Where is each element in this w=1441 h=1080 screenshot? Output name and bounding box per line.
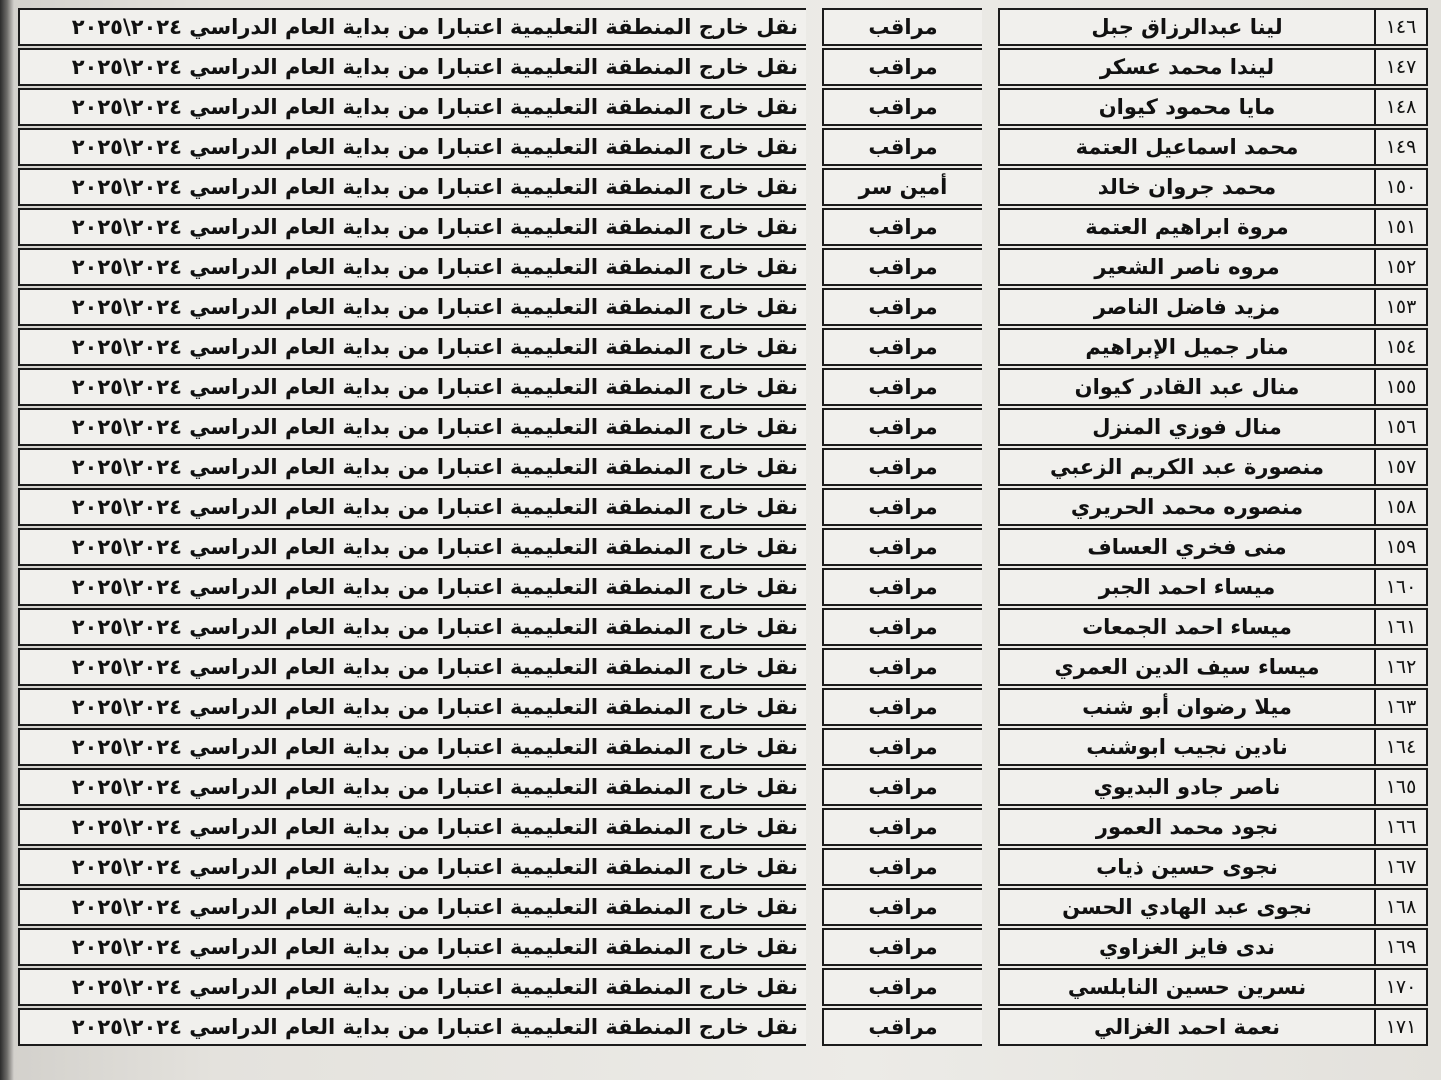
table-row <box>18 88 1428 126</box>
table-row <box>18 608 1428 646</box>
staff-table-body <box>18 8 1428 1046</box>
employee-name: منصورة عبد الكريم الزعبي <box>998 448 1374 486</box>
row-number: ١٥٤ <box>1374 328 1428 366</box>
table-row <box>18 8 1428 46</box>
employee-role: مراقب <box>822 968 982 1006</box>
transfer-note: نقل خارج المنطقة التعليمية اعتبارا من بداية العام الدراسي ٢٠٢٤\٢٠٢٥ <box>18 928 806 966</box>
table-row <box>18 408 1428 446</box>
table-row <box>18 328 1428 366</box>
employee-role: مراقب <box>822 848 982 886</box>
table-row <box>18 848 1428 886</box>
employee-name: منال عبد القادر كيوان <box>998 368 1374 406</box>
transfer-note: نقل خارج المنطقة التعليمية اعتبارا من بداية العام الدراسي ٢٠٢٤\٢٠٢٥ <box>18 848 806 886</box>
column-gap <box>982 368 998 406</box>
table-row <box>18 928 1428 966</box>
row-number: ١٦٩ <box>1374 928 1428 966</box>
employee-role: أمين سر <box>822 168 982 206</box>
employee-role: مراقب <box>822 368 982 406</box>
employee-role: مراقب <box>822 128 982 166</box>
row-number: ١٧١ <box>1374 1008 1428 1046</box>
employee-name: نجود محمد العمور <box>998 808 1374 846</box>
table-row <box>18 128 1428 166</box>
column-gap <box>806 368 822 406</box>
column-gap <box>982 288 998 326</box>
employee-role: مراقب <box>822 248 982 286</box>
column-gap <box>982 8 998 46</box>
employee-name: منال فوزي المنزل <box>998 408 1374 446</box>
employee-role: مراقب <box>822 208 982 246</box>
transfer-note: نقل خارج المنطقة التعليمية اعتبارا من بداية العام الدراسي ٢٠٢٤\٢٠٢٥ <box>18 328 806 366</box>
employee-name: نسرين حسين النابلسي <box>998 968 1374 1006</box>
employee-name: نعمة احمد الغزالي <box>998 1008 1374 1046</box>
transfer-note: نقل خارج المنطقة التعليمية اعتبارا من بداية العام الدراسي ٢٠٢٤\٢٠٢٥ <box>18 128 806 166</box>
row-number: ١٥٥ <box>1374 368 1428 406</box>
row-number: ١٦٦ <box>1374 808 1428 846</box>
transfer-note: نقل خارج المنطقة التعليمية اعتبارا من بداية العام الدراسي ٢٠٢٤\٢٠٢٥ <box>18 288 806 326</box>
employee-role: مراقب <box>822 888 982 926</box>
transfer-note: نقل خارج المنطقة التعليمية اعتبارا من بداية العام الدراسي ٢٠٢٤\٢٠٢٥ <box>18 768 806 806</box>
column-gap <box>982 808 998 846</box>
employee-role: مراقب <box>822 688 982 726</box>
column-gap <box>982 848 998 886</box>
transfer-note: نقل خارج المنطقة التعليمية اعتبارا من بداية العام الدراسي ٢٠٢٤\٢٠٢٥ <box>18 728 806 766</box>
column-gap <box>982 168 998 206</box>
page-edge-shadow <box>0 0 14 1080</box>
employee-role: مراقب <box>822 648 982 686</box>
transfer-note: نقل خارج المنطقة التعليمية اعتبارا من بداية العام الدراسي ٢٠٢٤\٢٠٢٥ <box>18 488 806 526</box>
column-gap <box>982 688 998 726</box>
column-gap <box>806 848 822 886</box>
employee-name: نجوى حسين ذياب <box>998 848 1374 886</box>
transfer-note: نقل خارج المنطقة التعليمية اعتبارا من بداية العام الدراسي ٢٠٢٤\٢٠٢٥ <box>18 448 806 486</box>
transfer-note: نقل خارج المنطقة التعليمية اعتبارا من بداية العام الدراسي ٢٠٢٤\٢٠٢٥ <box>18 808 806 846</box>
staff-table <box>18 6 1428 1048</box>
employee-name: لينا عبدالرزاق جبل <box>998 8 1374 46</box>
transfer-note: نقل خارج المنطقة التعليمية اعتبارا من بداية العام الدراسي ٢٠٢٤\٢٠٢٥ <box>18 8 806 46</box>
employee-name: منصوره محمد الحريري <box>998 488 1374 526</box>
column-gap <box>806 128 822 166</box>
employee-name: ميساء سيف الدين العمري <box>998 648 1374 686</box>
table-row <box>18 488 1428 526</box>
employee-role: مراقب <box>822 288 982 326</box>
column-gap <box>806 968 822 1006</box>
employee-role: مراقب <box>822 488 982 526</box>
transfer-note: نقل خارج المنطقة التعليمية اعتبارا من بداية العام الدراسي ٢٠٢٤\٢٠٢٥ <box>18 168 806 206</box>
column-gap <box>806 288 822 326</box>
column-gap <box>982 608 998 646</box>
employee-name: محمد جروان خالد <box>998 168 1374 206</box>
transfer-note: نقل خارج المنطقة التعليمية اعتبارا من بداية العام الدراسي ٢٠٢٤\٢٠٢٥ <box>18 608 806 646</box>
employee-role: مراقب <box>822 808 982 846</box>
column-gap <box>806 768 822 806</box>
employee-name: منار جميل الإبراهيم <box>998 328 1374 366</box>
table-row <box>18 728 1428 766</box>
row-number: ١٥٧ <box>1374 448 1428 486</box>
table-row <box>18 368 1428 406</box>
transfer-note: نقل خارج المنطقة التعليمية اعتبارا من بداية العام الدراسي ٢٠٢٤\٢٠٢٥ <box>18 568 806 606</box>
transfer-note: نقل خارج المنطقة التعليمية اعتبارا من بداية العام الدراسي ٢٠٢٤\٢٠٢٥ <box>18 528 806 566</box>
row-number: ١٦٤ <box>1374 728 1428 766</box>
table-row <box>18 528 1428 566</box>
column-gap <box>806 928 822 966</box>
row-number: ١٤٩ <box>1374 128 1428 166</box>
column-gap <box>806 808 822 846</box>
column-gap <box>982 408 998 446</box>
employee-role: مراقب <box>822 48 982 86</box>
column-gap <box>806 888 822 926</box>
employee-role: مراقب <box>822 768 982 806</box>
row-number: ١٤٦ <box>1374 8 1428 46</box>
row-number: ١٤٨ <box>1374 88 1428 126</box>
employee-name: ناصر جادو البديوي <box>998 768 1374 806</box>
employee-name: نادين نجيب ابوشنب <box>998 728 1374 766</box>
transfer-note: نقل خارج المنطقة التعليمية اعتبارا من بداية العام الدراسي ٢٠٢٤\٢٠٢٥ <box>18 1008 806 1046</box>
transfer-note: نقل خارج المنطقة التعليمية اعتبارا من بداية العام الدراسي ٢٠٢٤\٢٠٢٥ <box>18 688 806 726</box>
column-gap <box>806 608 822 646</box>
column-gap <box>806 688 822 726</box>
column-gap <box>982 528 998 566</box>
employee-role: مراقب <box>822 608 982 646</box>
column-gap <box>806 208 822 246</box>
transfer-note: نقل خارج المنطقة التعليمية اعتبارا من بداية العام الدراسي ٢٠٢٤\٢٠٢٥ <box>18 88 806 126</box>
table-row <box>18 248 1428 286</box>
row-number: ١٥٩ <box>1374 528 1428 566</box>
table-row <box>18 168 1428 206</box>
employee-role: مراقب <box>822 448 982 486</box>
row-number: ١٧٠ <box>1374 968 1428 1006</box>
column-gap <box>806 48 822 86</box>
table-row <box>18 448 1428 486</box>
column-gap <box>806 448 822 486</box>
row-number: ١٥٨ <box>1374 488 1428 526</box>
table-row <box>18 888 1428 926</box>
employee-name: مايا محمود كيوان <box>998 88 1374 126</box>
column-gap <box>806 168 822 206</box>
column-gap <box>982 48 998 86</box>
transfer-note: نقل خارج المنطقة التعليمية اعتبارا من بداية العام الدراسي ٢٠٢٤\٢٠٢٥ <box>18 408 806 446</box>
column-gap <box>982 768 998 806</box>
column-gap <box>806 488 822 526</box>
employee-role: مراقب <box>822 328 982 366</box>
column-gap <box>806 528 822 566</box>
transfer-note: نقل خارج المنطقة التعليمية اعتبارا من بداية العام الدراسي ٢٠٢٤\٢٠٢٥ <box>18 888 806 926</box>
column-gap <box>982 248 998 286</box>
employee-role: مراقب <box>822 88 982 126</box>
employee-role: مراقب <box>822 528 982 566</box>
column-gap <box>982 1008 998 1046</box>
employee-name: منى فخري العساف <box>998 528 1374 566</box>
transfer-note: نقل خارج المنطقة التعليمية اعتبارا من بداية العام الدراسي ٢٠٢٤\٢٠٢٥ <box>18 968 806 1006</box>
table-row <box>18 48 1428 86</box>
column-gap <box>806 568 822 606</box>
table-row <box>18 1008 1428 1046</box>
employee-name: محمد اسماعيل العتمة <box>998 128 1374 166</box>
column-gap <box>806 648 822 686</box>
column-gap <box>982 568 998 606</box>
employee-role: مراقب <box>822 928 982 966</box>
employee-name: مروة ابراهيم العتمة <box>998 208 1374 246</box>
employee-role: مراقب <box>822 728 982 766</box>
row-number: ١٥١ <box>1374 208 1428 246</box>
row-number: ١٦٧ <box>1374 848 1428 886</box>
transfer-note: نقل خارج المنطقة التعليمية اعتبارا من بداية العام الدراسي ٢٠٢٤\٢٠٢٥ <box>18 48 806 86</box>
column-gap <box>982 448 998 486</box>
employee-name: ليندا محمد عسكر <box>998 48 1374 86</box>
table-row <box>18 288 1428 326</box>
column-gap <box>982 968 998 1006</box>
transfer-note: نقل خارج المنطقة التعليمية اعتبارا من بداية العام الدراسي ٢٠٢٤\٢٠٢٥ <box>18 248 806 286</box>
column-gap <box>806 248 822 286</box>
employee-name: ندى فايز الغزاوي <box>998 928 1374 966</box>
employee-name: ميلا رضوان أبو شنب <box>998 688 1374 726</box>
row-number: ١٥٣ <box>1374 288 1428 326</box>
employee-role: مراقب <box>822 568 982 606</box>
row-number: ١٤٧ <box>1374 48 1428 86</box>
table-row <box>18 688 1428 726</box>
column-gap <box>806 1008 822 1046</box>
row-number: ١٥٦ <box>1374 408 1428 446</box>
column-gap <box>806 728 822 766</box>
column-gap <box>982 488 998 526</box>
column-gap <box>982 128 998 166</box>
row-number: ١٦١ <box>1374 608 1428 646</box>
employee-name: نجوى عبد الهادي الحسن <box>998 888 1374 926</box>
column-gap <box>982 208 998 246</box>
column-gap <box>806 328 822 366</box>
employee-name: مزيد فاضل الناصر <box>998 288 1374 326</box>
transfer-note: نقل خارج المنطقة التعليمية اعتبارا من بداية العام الدراسي ٢٠٢٤\٢٠٢٥ <box>18 648 806 686</box>
employee-name: ميساء احمد الجمعات <box>998 608 1374 646</box>
employee-name: ميساء احمد الجبر <box>998 568 1374 606</box>
column-gap <box>982 648 998 686</box>
row-number: ١٦٣ <box>1374 688 1428 726</box>
table-row <box>18 568 1428 606</box>
column-gap <box>806 8 822 46</box>
table-row <box>18 968 1428 1006</box>
column-gap <box>982 88 998 126</box>
column-gap <box>806 88 822 126</box>
transfer-note: نقل خارج المنطقة التعليمية اعتبارا من بداية العام الدراسي ٢٠٢٤\٢٠٢٥ <box>18 208 806 246</box>
row-number: ١٦٥ <box>1374 768 1428 806</box>
table-row <box>18 648 1428 686</box>
table-row <box>18 208 1428 246</box>
row-number: ١٦٨ <box>1374 888 1428 926</box>
table-row <box>18 808 1428 846</box>
employee-role: مراقب <box>822 1008 982 1046</box>
column-gap <box>806 408 822 446</box>
employee-name: مروه ناصر الشعير <box>998 248 1374 286</box>
employee-role: مراقب <box>822 8 982 46</box>
row-number: ١٦٢ <box>1374 648 1428 686</box>
row-number: ١٥٠ <box>1374 168 1428 206</box>
row-number: ١٦٠ <box>1374 568 1428 606</box>
row-number: ١٥٢ <box>1374 248 1428 286</box>
column-gap <box>982 328 998 366</box>
table-row <box>18 768 1428 806</box>
column-gap <box>982 728 998 766</box>
column-gap <box>982 928 998 966</box>
transfer-note: نقل خارج المنطقة التعليمية اعتبارا من بداية العام الدراسي ٢٠٢٤\٢٠٢٥ <box>18 368 806 406</box>
employee-role: مراقب <box>822 408 982 446</box>
column-gap <box>982 888 998 926</box>
